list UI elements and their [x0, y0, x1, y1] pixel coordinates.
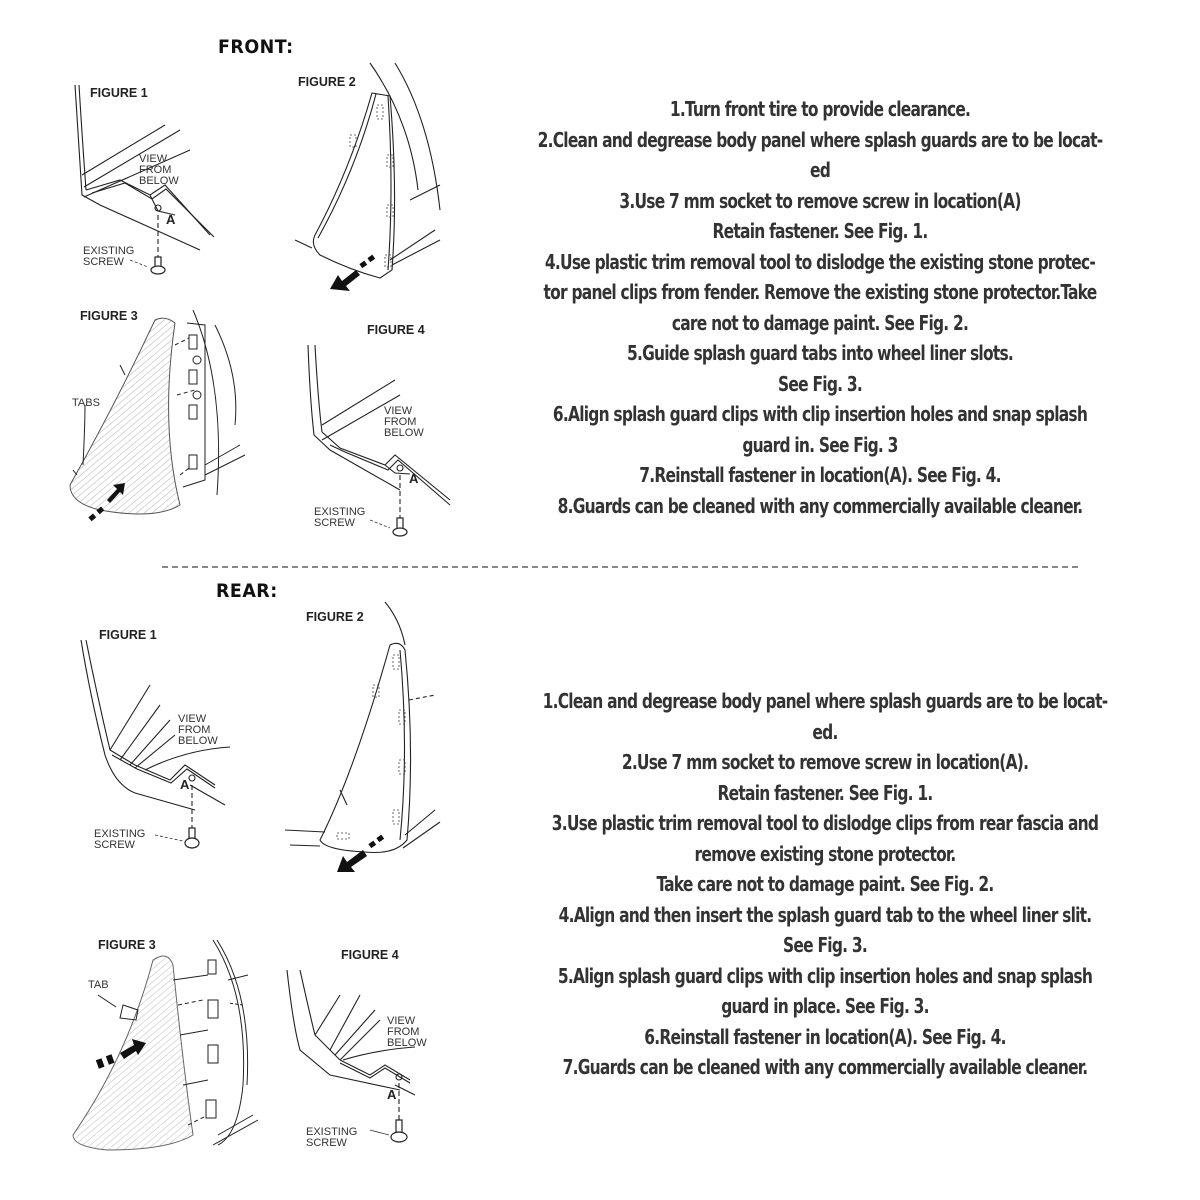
- rear-instruction-line: 1.Clean and degrease body panel where splash guards are to be locat-: [542, 689, 1108, 713]
- rear-section-title: REAR:: [216, 580, 278, 602]
- front-instruction-line: 4.Use plastic trim removal tool to dislodge the existing stone protec-: [544, 249, 1096, 274]
- rear-instruction-line: 7.Guards can be cleaned with any commercially available cleaner.: [562, 1055, 1088, 1079]
- front-figure-4-label: FIGURE 4: [367, 323, 425, 337]
- front-figure-4-view-label: VIEW FROM BELOW: [384, 405, 424, 439]
- front-figure-1-screw-label: EXISTING SCREW: [83, 245, 135, 268]
- front-instruction-line: 8.Guards can be cleaned with any commercially available cleaner.: [557, 493, 1083, 518]
- section-divider: [162, 566, 1078, 568]
- front-figure-2-label: FIGURE 2: [298, 75, 356, 89]
- front-instruction-line: 2.Clean and degrease body panel where splash guards are to be locat-: [537, 127, 1103, 152]
- rear-figure-2-label: FIGURE 2: [306, 610, 364, 624]
- rear-figure-4-location-a: A: [387, 1087, 397, 1102]
- rear-figure-1: [75, 635, 255, 860]
- rear-instruction-line: Retain fastener. See Fig. 1.: [717, 780, 933, 805]
- front-section-title: FRONT:: [218, 36, 294, 58]
- rear-instruction-line: 6.Reinstall fastener in location(A). See Fig. 4.: [644, 1024, 1006, 1049]
- front-instruction-line: Retain fastener. See Fig. 1.: [712, 219, 928, 243]
- rear-instruction-line: See Fig. 3.: [783, 933, 867, 957]
- front-instruction-line: 7.Reinstall fastener in location(A). See Fig. 4.: [639, 463, 1001, 487]
- front-figure-3: [65, 305, 255, 540]
- rear-instruction-line: 2.Use 7 mm socket to remove screw in location(A).: [621, 750, 1029, 774]
- front-instruction-line: 3.Use 7 mm socket to remove screw in location(A): [619, 188, 1021, 213]
- rear-figure-1-view-label: VIEW FROM BELOW: [178, 713, 218, 747]
- rear-figure-3: [68, 935, 268, 1165]
- rear-instruction-line: remove existing stone protector.: [694, 841, 956, 866]
- front-instruction-line: 6.Align splash guard clips with clip insertion holes and snap splash: [552, 402, 1088, 426]
- rear-figure-2: [285, 600, 455, 875]
- front-instruction-line: guard in. See Fig. 3: [742, 432, 898, 457]
- rear-instructions: [475, 686, 1175, 1083]
- front-figure-4-location-a: A: [409, 471, 419, 486]
- front-figure-3-drawing: [65, 305, 255, 540]
- front-figure-1-view-label: VIEW FROM BELOW: [139, 153, 179, 187]
- rear-instruction-line: 3.Use plastic trim removal tool to dislodge clips from rear fascia and: [551, 811, 1099, 835]
- rear-figure-4-screw-label: EXISTING SCREW: [306, 1126, 358, 1149]
- front-figure-2: [290, 60, 450, 295]
- front-figure-3-label: FIGURE 3: [80, 309, 138, 323]
- rear-instruction-line: guard in place. See Fig. 3.: [721, 994, 929, 1018]
- front-instructions: [470, 94, 1170, 521]
- front-figure-1-location-a: A: [166, 212, 176, 227]
- front-figure-3-tabs-label: TABS: [72, 397, 100, 409]
- rear-figure-3-drawing: [68, 935, 268, 1165]
- rear-figure-3-tab-label: TAB: [88, 979, 109, 991]
- front-figure-4-screw-label: EXISTING SCREW: [314, 506, 366, 529]
- rear-figure-1-screw-label: EXISTING SCREW: [94, 828, 146, 851]
- rear-instruction-line: Take care not to damage paint. See Fig. 2.: [656, 872, 994, 896]
- front-instruction-line: 1.Turn front tire to provide clearance.: [669, 97, 971, 121]
- rear-instruction-line: 5.Align splash guard clips with clip insertion holes and snap splash: [557, 963, 1093, 988]
- front-instruction-line: care not to damage paint. See Fig. 2.: [671, 310, 969, 335]
- rear-figure-1-drawing: [75, 635, 255, 860]
- rear-figure-3-label: FIGURE 3: [98, 938, 156, 952]
- front-figure-2-drawing: [290, 60, 450, 295]
- rear-instruction-line: 4.Align and then insert the splash guard tab to the wheel liner slit.: [558, 902, 1092, 927]
- front-instruction-line: tor panel clips from fender. Remove the existing stone protector.Take: [543, 280, 1097, 304]
- rear-figure-1-location-a: A: [180, 777, 190, 792]
- front-instruction-line: 5.Guide splash guard tabs into wheel liner slots.: [627, 341, 1013, 365]
- front-figure-1-label: FIGURE 1: [90, 86, 148, 100]
- rear-instruction-line: ed.: [812, 719, 838, 744]
- rear-figure-1-label: FIGURE 1: [99, 628, 157, 642]
- front-instruction-line: See Fig. 3.: [778, 371, 862, 396]
- rear-figure-4-label: FIGURE 4: [341, 948, 399, 962]
- rear-figure-4-view-label: VIEW FROM BELOW: [387, 1015, 427, 1049]
- rear-figure-2-drawing: [285, 600, 455, 875]
- front-instruction-line: ed: [809, 158, 831, 182]
